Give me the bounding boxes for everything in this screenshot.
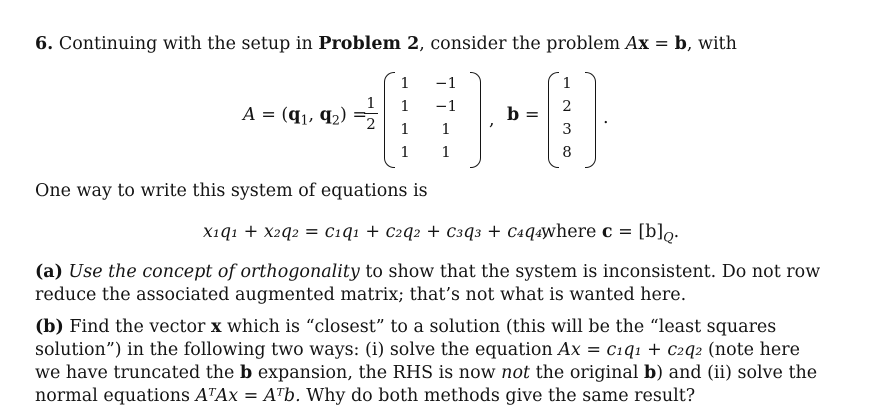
part-b-text-2: which is “closest” to a solution (this will be the “least squares solution”) in the following two ways: (i) solve the equation — [35, 317, 777, 360]
matrix-A-cell: 1 — [400, 120, 410, 138]
problem-reference: Problem 2 — [318, 34, 420, 54]
matrix-A-cell: 1 — [400, 97, 410, 115]
problem-intro — [35, 33, 737, 55]
intro-text-mid: , consider the problem — [419, 34, 621, 54]
equation-main: x₁q₁ + x₂q₂ = c₁q₁ + c₂q₂ + c₃q₃ + c₄q₄, — [203, 222, 548, 242]
vector-right-paren — [585, 72, 596, 168]
fraction-one-half: 1 2 — [364, 94, 378, 133]
one-way-text: One way to write this system of equations is — [35, 181, 428, 201]
separator-comma: , — [489, 110, 495, 130]
vector-b-ref-2: b — [644, 363, 657, 383]
system-equation — [0, 222, 870, 246]
matrix-A-cell: 1 — [441, 143, 451, 161]
matrix-A-cell: 1 — [400, 143, 410, 161]
part-b-label: (b) — [35, 317, 64, 337]
matrix-display — [0, 72, 870, 172]
part-b-text-4: expansion, the RHS is now — [257, 363, 496, 383]
part-a-italic: Use the concept of orthogonality — [68, 262, 360, 282]
vector-b-cell: 3 — [562, 120, 572, 138]
matrix-A-cell: −1 — [434, 74, 458, 92]
part-b-text-6: ) and (ii) solve the normal equations — [35, 363, 818, 406]
equation-inline: Ax = b — [625, 34, 687, 54]
intro-text-end: , with — [686, 34, 737, 54]
part-a-text: to show that the system is inconsistent. Do not row reduce the associated augmented matrix; that’s not what is wanted here. — [35, 262, 821, 305]
matrix-A-cell: 1 — [441, 120, 451, 138]
vector-b-lhs: b = — [507, 105, 540, 125]
matrix-A-lhs: $A = (q_1$, $q_2$) = — [243, 105, 367, 128]
equation-truncated: Ax = c₁q₁ + c₂q₂ — [558, 340, 703, 360]
vector-b-cell: 2 — [562, 97, 572, 115]
display-period: . — [603, 108, 609, 128]
intro-text: Continuing with the setup in — [58, 34, 313, 54]
part-b-text-7: Why do both methods give the same result? — [306, 386, 696, 406]
emphasis-not: not — [501, 363, 531, 383]
vector-x: x — [210, 317, 222, 337]
part-b-text-5: the original — [535, 363, 639, 383]
matrix-A-cell: 1 — [400, 74, 410, 92]
vector-b-cell: 1 — [562, 74, 572, 92]
vector-b-cell: 8 — [562, 143, 572, 161]
problem-number: 6. — [35, 34, 54, 54]
part-a — [35, 261, 825, 307]
matrix-right-paren — [470, 72, 481, 168]
part-a-label: (a) — [35, 262, 63, 282]
equation-where-clause: where $c = [b]_Q$. — [541, 222, 680, 245]
matrix-A-cell: −1 — [434, 97, 458, 115]
part-b-text-3: (note here we have truncated the — [35, 340, 800, 383]
part-b-text-1: Find the vector — [69, 317, 206, 337]
part-b — [35, 316, 825, 408]
vector-b-ref-1: b — [239, 363, 253, 383]
normal-equations: AᵀAx = Aᵀb. — [195, 386, 301, 406]
